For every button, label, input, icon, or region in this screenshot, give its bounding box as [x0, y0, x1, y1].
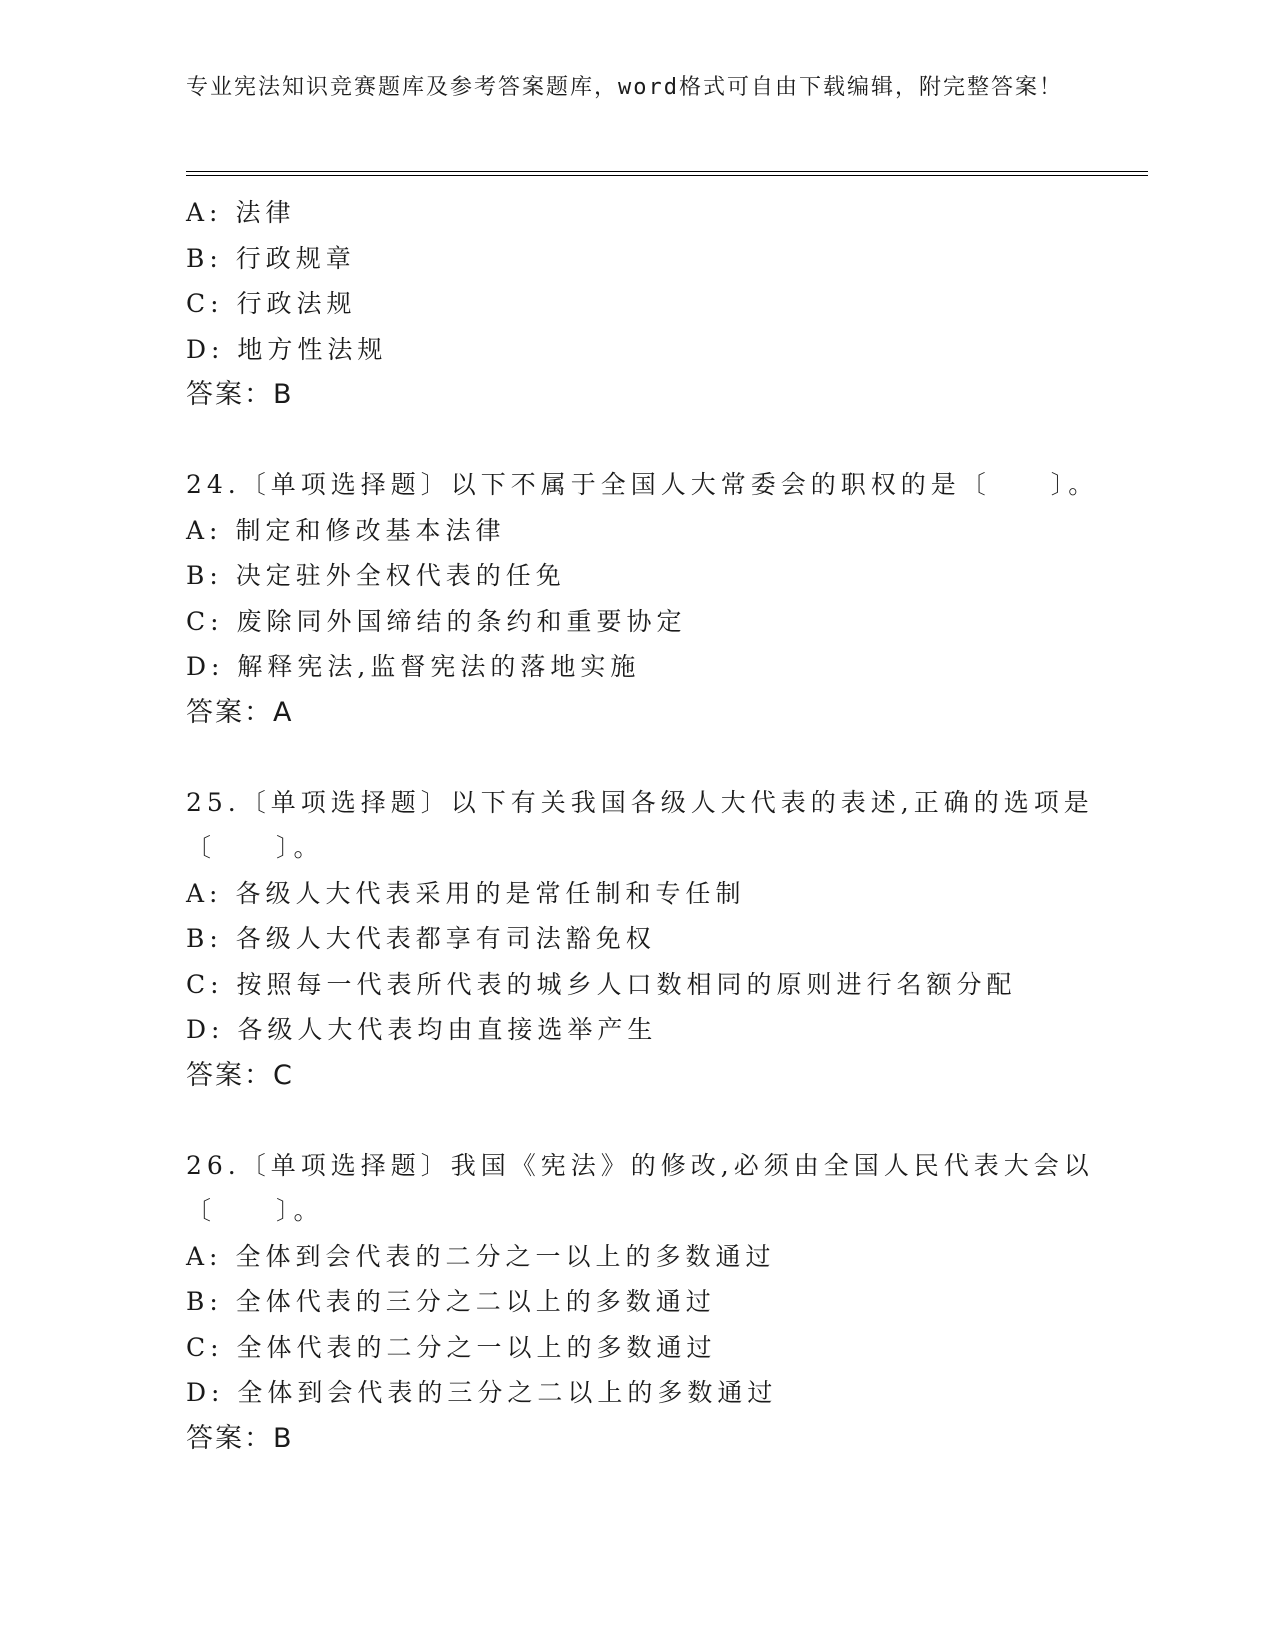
answer: 答案：B [186, 1422, 294, 1454]
option-d: D: 全体到会代表的三分之二以上的多数通过 [186, 1378, 778, 1407]
option-b: B: 决定驻外全权代表的任免 [186, 561, 566, 590]
question-26 [186, 1143, 1094, 1462]
option-a: A: 全体到会代表的二分之一以上的多数通过 [186, 1241, 776, 1271]
question-24 [186, 462, 1099, 736]
answer: 答案：C [186, 1059, 294, 1091]
option-a: A: 法律 [186, 198, 296, 227]
question-stem-line-2: 〔 〕。 [186, 833, 324, 862]
question-stem-line-2: 〔 〕。 [186, 1196, 324, 1225]
option-b: B: 全体代表的三分之二以上的多数通过 [186, 1287, 716, 1316]
document-header [186, 72, 1066, 104]
answer: 答案：A [186, 696, 294, 728]
answer: 答案：B [186, 379, 294, 410]
question-23-continued [186, 190, 1086, 418]
question-stem-line-1: 25.〔单项选择题〕以下有关我国各级人大代表的表述,正确的选项是 [186, 787, 1094, 817]
question-stem: 24.〔单项选择题〕以下不属于全国人大常委会的职权的是〔 〕。 [186, 470, 1099, 499]
option-d: D: 各级人大代表均由直接选举产生 [186, 1015, 658, 1044]
option-b: B: 各级人大代表都享有司法豁免权 [186, 924, 656, 953]
option-c: C: 全体代表的二分之一以上的多数通过 [186, 1332, 717, 1362]
option-a: A: 各级人大代表采用的是常任制和专任制 [186, 878, 746, 908]
option-c: C: 按照每一代表所代表的城乡人口数相同的原则进行名额分配 [186, 969, 1017, 999]
option-d: D: 解释宪法,监督宪法的落地实施 [186, 652, 641, 681]
header-rule-top [186, 171, 1148, 172]
question-list [186, 190, 1099, 1462]
option-c: C: 废除同外国缔结的条约和重要协定 [186, 606, 687, 636]
question-25 [186, 780, 1094, 1099]
header-rule-bottom [186, 175, 1148, 176]
question-stem-line-1: 26.〔单项选择题〕我国《宪法》的修改,必须由全国人民代表大会以 [186, 1150, 1094, 1180]
option-c: C: 行政法规 [186, 289, 357, 318]
option-a: A: 制定和修改基本法律 [186, 515, 506, 545]
option-d: D: 地方性法规 [186, 334, 388, 364]
option-b: B: 行政规章 [186, 243, 356, 273]
header-title: 专业宪法知识竞赛题库及参考答案题库，word格式可自由下载编辑，附完整答案！ [186, 75, 1063, 100]
